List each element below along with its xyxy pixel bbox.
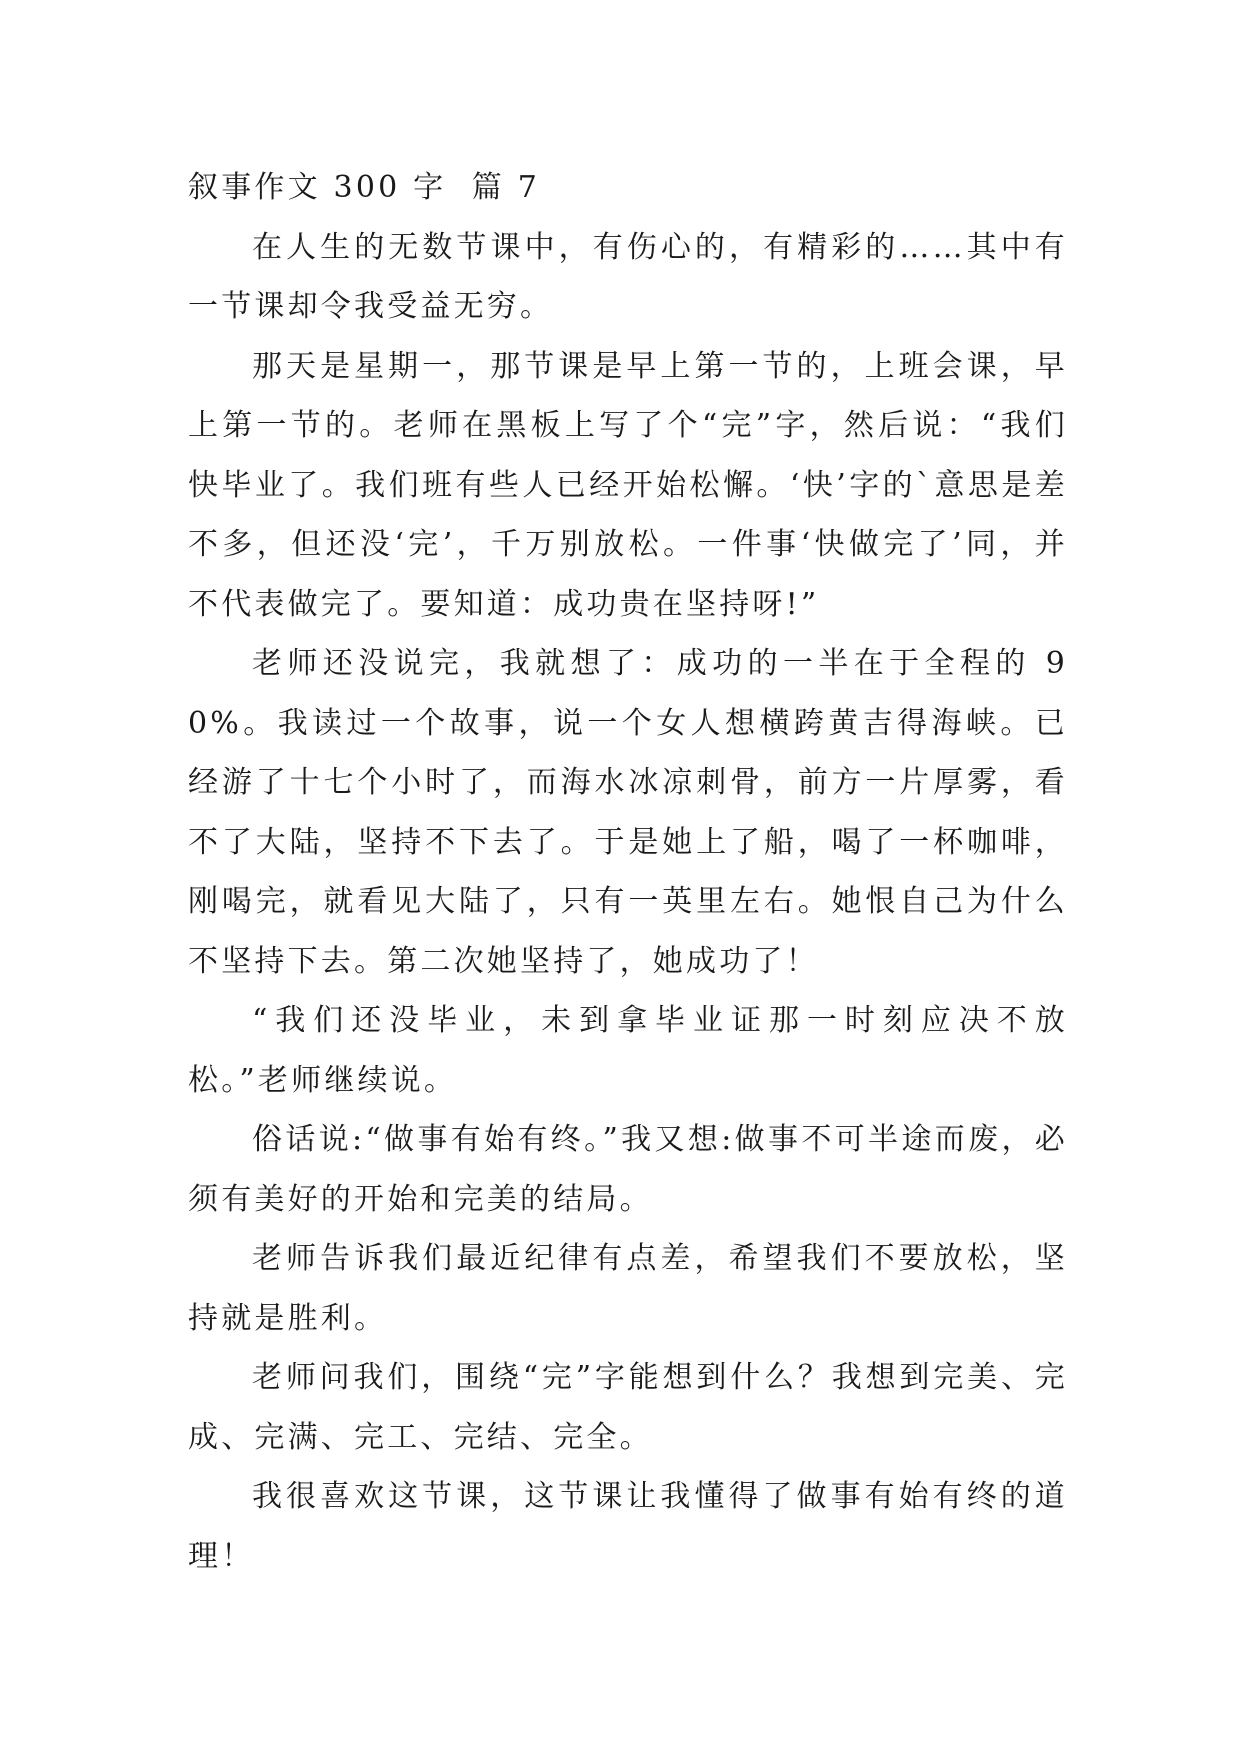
paragraph-5: 俗话说:“做事有始有终。”我又想:做事不可半途而废，必须有美好的开始和完美的结局。 — [188, 1122, 1068, 1217]
paragraph-4: “我们还没毕业，未到拿毕业证那一时刻应决不放松。”老师继续说。 — [188, 1003, 1068, 1098]
paragraph-1: 在人生的无数节课中，有伤心的，有精彩的……其中有一节课却令我受益无穷。 — [188, 229, 1068, 324]
paragraph-8: 我很喜欢这节课，这节课让我懂得了做事有始有终的道理！ — [188, 1479, 1068, 1574]
document-title: 叙事作文 300 字 篇 7 — [188, 170, 541, 205]
document-body — [188, 158, 1068, 1586]
paragraph-7: 老师问我们，围绕“完”字能想到什么？我想到完美、完成、完满、完工、完结、完全。 — [188, 1360, 1068, 1455]
paragraph-3: 老师还没说完，我就想了：成功的一半在于全程的 90%。我读过一个故事，说一个女人想横跨黄吉得海峡。已经游了十七个小时了，而海水冰凉刺骨，前方一片厚雾，看不了大陆，坚持不下去了。于是她上了船，喝了一杯咖啡，刚喝完，就看见大陆了，只有一英里左右。她恨自己为什么不坚持下去。第二次她坚持了，她成功了！ — [188, 646, 1068, 979]
paragraph-6: 老师告诉我们最近纪律有点差，希望我们不要放松，坚持就是胜利。 — [188, 1241, 1068, 1336]
paragraph-2: 那天是星期一，那节课是早上第一节的，上班会课，早上第一节的。老师在黑板上写了个“完”字，然后说：“我们快毕业了。我们班有些人已经开始松懈。‘快’字的`意思是差不多，但还没‘完’，千万别放松。一件事‘快做完了’同，并不代表做完了。要知道：成功贵在坚持呀!” — [188, 348, 1068, 622]
